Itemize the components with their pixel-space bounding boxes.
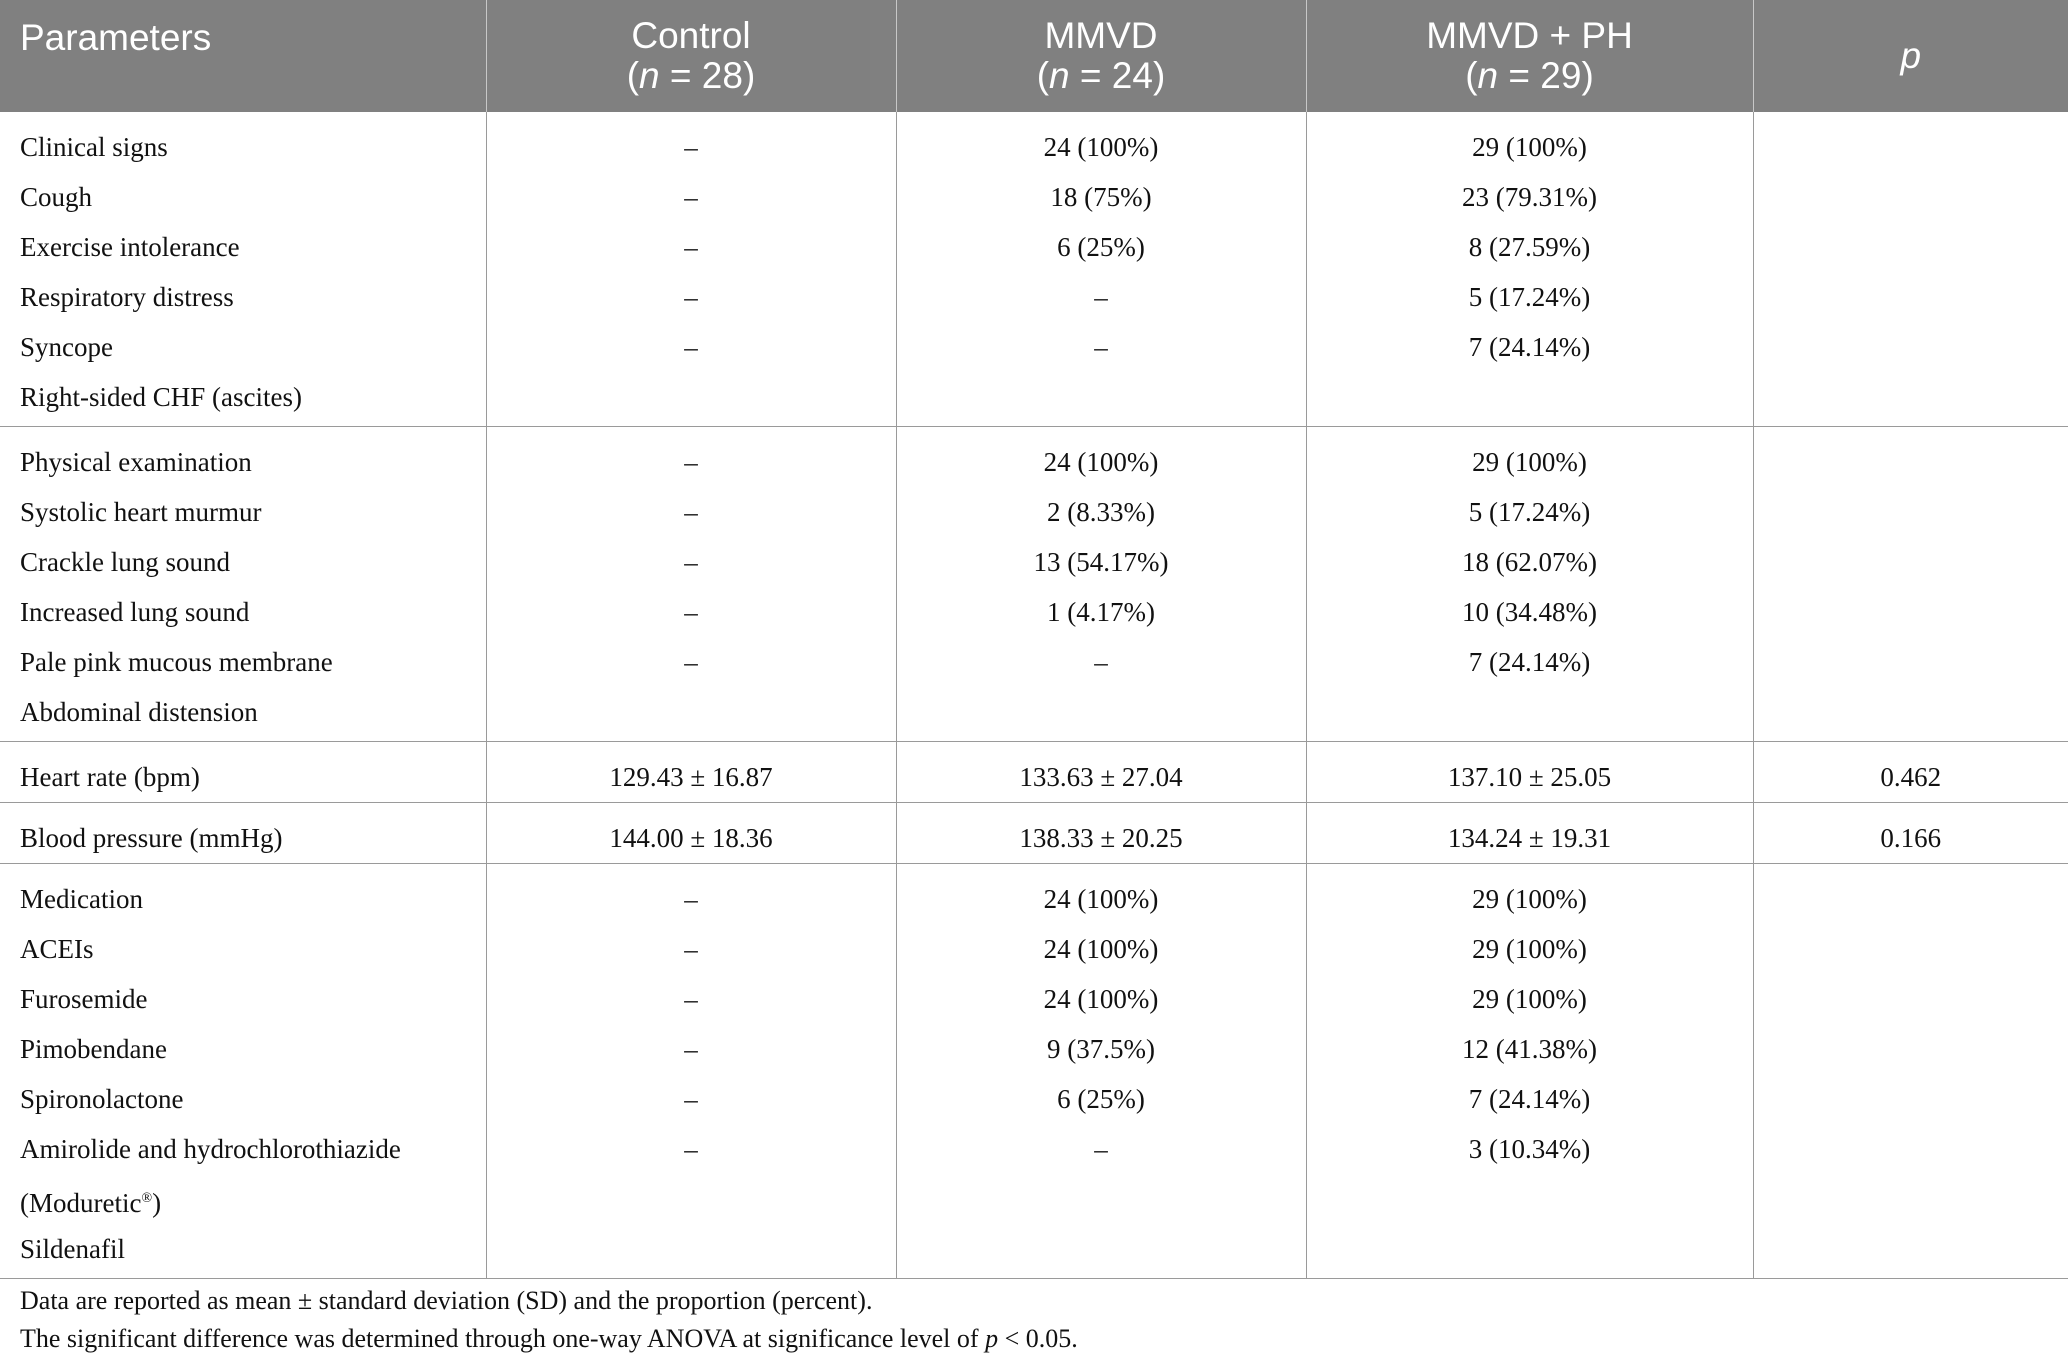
- table-body: [0, 112, 2068, 1279]
- mmvd-ph-cell: 29 (100%) 29 (100%) 29 (100%) 12 (41.38%) 7 (24.14%) 3 (10.34%): [1306, 864, 1753, 1279]
- table-footnotes: [20, 1282, 1078, 1358]
- mmvd-ph-cell: 134.24 ± 19.31: [1306, 803, 1753, 864]
- p-cell: [1753, 427, 2068, 742]
- mmvd-ph-cell: 29 (100%) 23 (79.31%) 8 (27.59%) 5 (17.24%) 7 (24.14%): [1306, 112, 1753, 427]
- p-cell: 0.462: [1753, 742, 2068, 803]
- control-cell: – – – – –: [486, 427, 896, 742]
- param-cell: Blood pressure (mmHg): [20, 823, 283, 853]
- table-row-blood-pressure: [0, 803, 2068, 864]
- control-cell: – – – – – –: [486, 864, 896, 1279]
- header-p-value: p: [1753, 0, 2068, 112]
- header-mmvd-ph: MMVD + PH (n = 29): [1306, 0, 1753, 112]
- mmvd-ph-cell: 29 (100%) 5 (17.24%) 18 (62.07%) 10 (34.48%) 7 (24.14%): [1306, 427, 1753, 742]
- p-cell: 0.166: [1753, 803, 2068, 864]
- header-parameters: Parameters: [0, 0, 486, 112]
- control-cell: 129.43 ± 16.87: [486, 742, 896, 803]
- p-cell: [1753, 112, 2068, 427]
- param-cell: Clinical signs Cough Exercise intolerance Respiratory distress Syncope Right-sided CHF (ascites): [20, 132, 302, 412]
- header-mmvd: MMVD (n = 24): [896, 0, 1306, 112]
- p-cell: [1753, 864, 2068, 1279]
- table-header: [0, 0, 2068, 112]
- param-cell: Medication ACEIs Furosemide Pimobendane Spironolactone Amirolide and hydrochlorothiazide (Moduretic®) Sildenafil: [20, 884, 401, 1264]
- header-control: Control (n = 28): [486, 0, 896, 112]
- mmvd-cell: 138.33 ± 20.25: [896, 803, 1306, 864]
- mmvd-cell: 24 (100%) 2 (8.33%) 13 (54.17%) 1 (4.17%) –: [896, 427, 1306, 742]
- footnote-1: Data are reported as mean ± standard deviation (SD) and the proportion (percent).: [20, 1286, 873, 1315]
- table-row-group-clinical-signs: [0, 112, 2068, 427]
- table-row-group-physical-exam: [0, 427, 2068, 742]
- mmvd-cell: 24 (100%) 24 (100%) 24 (100%) 9 (37.5%) 6 (25%) –: [896, 864, 1306, 1279]
- mmvd-cell: 24 (100%) 18 (75%) 6 (25%) – –: [896, 112, 1306, 427]
- mmvd-ph-cell: 137.10 ± 25.05: [1306, 742, 1753, 803]
- param-cell: Heart rate (bpm): [20, 762, 200, 792]
- control-cell: – – – – –: [486, 112, 896, 427]
- mmvd-cell: 133.63 ± 27.04: [896, 742, 1306, 803]
- control-cell: 144.00 ± 18.36: [486, 803, 896, 864]
- table-row-heart-rate: [0, 742, 2068, 803]
- param-cell: Physical examination Systolic heart murmur Crackle lung sound Increased lung sound Pale pink mucous membrane Abdominal distension: [20, 447, 333, 727]
- footnote-2: The significant difference was determined through one-way ANOVA at significance level of p < 0.05.: [20, 1324, 1078, 1353]
- table-row-group-medication: [0, 864, 2068, 1279]
